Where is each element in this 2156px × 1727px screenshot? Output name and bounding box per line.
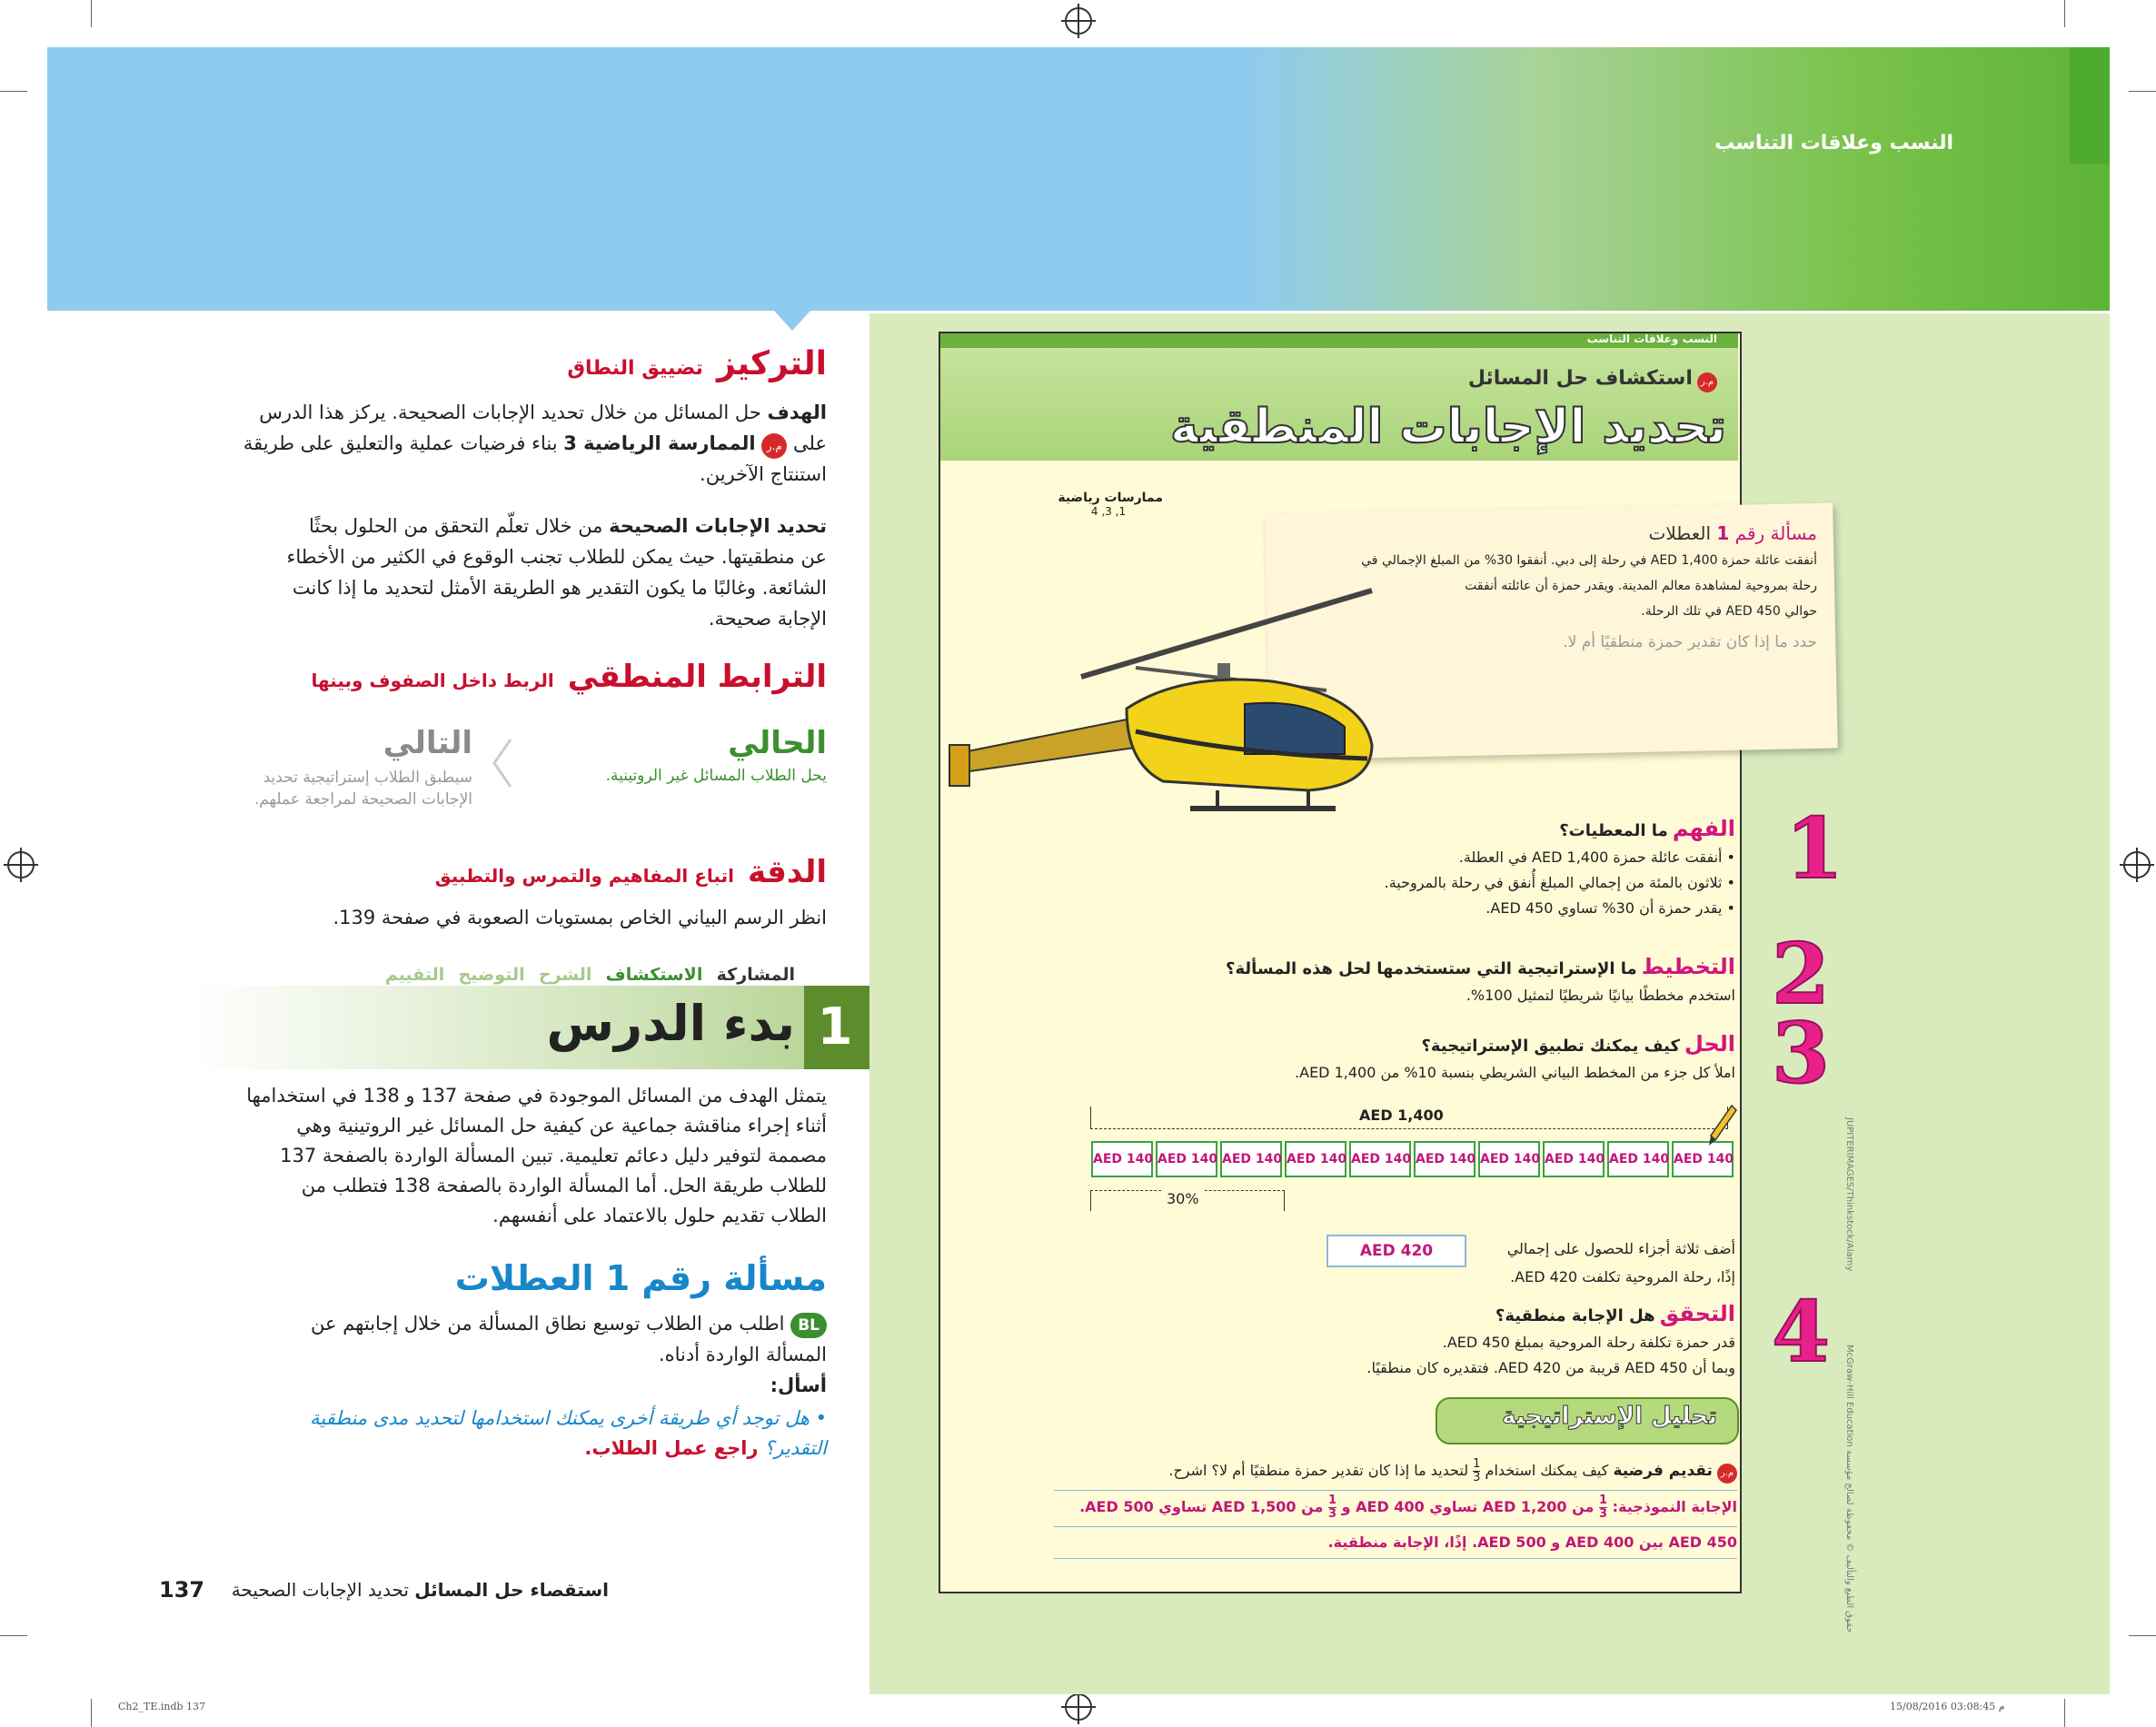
answer-text: راجع عمل الطلاب. (584, 1437, 759, 1459)
registration-mark-icon (1065, 7, 1092, 35)
registration-mark-icon (2123, 851, 2151, 878)
bar-cell: AED 140 (1543, 1141, 1605, 1177)
kicker-text: استكشاف حل المسائل (1467, 367, 1693, 390)
problem-question: حدد ما إذا كان تقدير حمزة منطقيًا أم لا. (1563, 633, 1817, 651)
strategy-paragraph (109, 511, 827, 634)
strategy-text: عن منطقيتها. حيث يمكن للطلاب تجنب الوقوع في الكثير من الأخطاء (286, 546, 827, 568)
objective-paragraph (109, 397, 827, 490)
practices-label: ممارسات رياضية (1058, 491, 1163, 505)
bar-cell: AED 140 (1672, 1141, 1734, 1177)
bar-total-label: AED 1,400 (1354, 1107, 1449, 1124)
copyright-credit (1840, 1345, 1858, 1633)
problem-title-topic: العطلات (1648, 522, 1711, 544)
step-number-4: 4 (1772, 1283, 1831, 1381)
crop-mark (0, 1635, 27, 1636)
coherence-subtitle: الربط داخل الصفوف وبينها (311, 670, 554, 691)
step-plan (1090, 954, 1735, 1008)
fraction-denominator: 3 (1473, 1471, 1481, 1484)
math-practice-badge-icon: م.ر (1697, 372, 1717, 392)
objective-text: حل المسائل من خلال تحديد الإجابات الصحيحة. يركز هذا الدرس (259, 402, 761, 423)
launch-number: 1 (804, 986, 866, 1069)
student-kicker (1454, 367, 1717, 392)
problem-section-title: مسألة رقم 1 العطلات (454, 1258, 827, 1298)
bar-cell: AED 140 (1607, 1141, 1669, 1177)
problem-section-text (109, 1308, 827, 1401)
strategy-text: الإجابة صحيحة. (708, 608, 827, 630)
footer-section: استقصاء حل المسائل (414, 1579, 609, 1601)
launch-text: مصممة لتوفير دليل دعائم تعليمية. تبين المسألة الواردة بالصفحة 137 (280, 1145, 827, 1166)
step-question: كيف يمكنك تطبيق الإستراتيجية؟ (1421, 1037, 1680, 1056)
crop-mark (0, 91, 27, 92)
launch-text: للطلاب طريقة الحل. أما المسألة الواردة بالصفحة 138 فتطلب من (301, 1175, 827, 1196)
phase-elaborate: التوضيح (458, 965, 525, 985)
student-title: تحديد الإجابات المنطقية (1170, 400, 1726, 454)
objective-text: استنتاج الآخرين. (700, 463, 827, 485)
strategy-text: الشائعة. وغالبًا ما يكون التقدير هو الطريقة الأمثل لتحديد ما إذا كانت (292, 577, 827, 599)
step-number-1: 1 (1785, 799, 1844, 898)
problem-section-line: اطلب من الطلاب توسيع نطاق المسألة من خلال إجابتهم عن (311, 1313, 785, 1335)
fraction-numerator: 1 (1473, 1457, 1481, 1471)
bar-cell: AED 140 (1414, 1141, 1475, 1177)
rigor-text: انظر الرسم البياني الخاص بمستويات الصعوبة في صفحة 139. (333, 907, 827, 928)
problem-title-number: 1 (1716, 522, 1730, 544)
header-accent (2070, 47, 2110, 164)
objective-label: الهدف (767, 402, 827, 423)
crop-mark (2129, 1635, 2156, 1636)
ask-label: أسأل: (770, 1375, 827, 1396)
phase-explain: الشرح (538, 965, 592, 985)
chapter-title: النسب وعلاقات التناسب (1714, 132, 1953, 154)
header-band (47, 47, 2110, 311)
step-understand: الفهم ما المعطيات؟ • أنفقت عائلة حمزة AED 1,400 في العطلة. • ثلاثون بالمئة من إجمالي المبلغ أُنفق في رحلة بالمروحية. • يقدر حمزة أن 30% تساوي AED 450. (1384, 816, 1735, 917)
math-practice-badge-icon: م.ر (761, 433, 787, 459)
step-solve (1090, 1031, 1735, 1086)
add-value-box: AED 420 (1326, 1235, 1466, 1267)
launch-text: أثناء إجراء مناقشة جماعية عن كيفية حل المسائل غير الروتينية وهي (296, 1115, 827, 1136)
coherence-heading (109, 659, 827, 695)
rigor-title: الدقة (748, 854, 827, 890)
answer-rule (1054, 1526, 1737, 1527)
page-number: 137 (159, 1577, 205, 1603)
next-text: الإجابات الصحيحة لمراجعة عملهم. (253, 790, 472, 809)
fraction-numerator: 1 (1599, 1494, 1608, 1507)
registration-mark-icon (7, 851, 35, 878)
problem-text: حوالي AED 450 في تلك الرحلة. (1641, 604, 1817, 619)
practices-numbers: 1, 3, 4 (1090, 505, 1127, 518)
problem-section-line: المسألة الواردة أدناه. (658, 1344, 827, 1365)
answer-rule (1054, 1558, 1737, 1559)
next-label: التالي (383, 725, 472, 761)
answer-rule (1054, 1490, 1737, 1491)
bar-cell: AED 140 (1478, 1141, 1540, 1177)
fraction-denominator: 3 (1328, 1507, 1337, 1521)
coherence-next (182, 725, 472, 810)
registration-mark-icon (1065, 1693, 1092, 1721)
step-question: ما المعطيات؟ (1559, 821, 1668, 840)
bar-cell: AED 140 (1091, 1141, 1153, 1177)
hypothesis-text: لتحديد ما إذا كان تقدير حمزة منطقيًا أم لا؟ اشرح. (1168, 1462, 1469, 1479)
footer-topic: تحديد الإجابات الصحيحة (231, 1579, 409, 1601)
launch-text: يتمثل الهدف من المسائل الموجودة في صفحة 137 و 138 في استخدامها (246, 1085, 827, 1107)
check-text: قدر حمزة تكلفة رحلة المروحية بمبلغ AED 450. (1442, 1334, 1735, 1351)
math-practice-badge-icon: م.ر (1717, 1464, 1737, 1484)
crop-mark (2064, 1699, 2065, 1727)
next-text: سيطبق الطلاب إستراتيجية تحديد (263, 769, 472, 787)
strategy-label: تحديد الإجابات الصحيحة (609, 515, 827, 537)
problem-text: رحلة بمروحية لمشاهدة معالم المدينة. ويقدر حمزة أن عائلته أنفقت (1465, 579, 1817, 593)
math-practices (1054, 491, 1163, 518)
focus-title: التركيز (717, 345, 827, 382)
crop-mark (2064, 0, 2065, 27)
rigor-heading (109, 854, 827, 890)
analysis-title: تحليل الإستراتيجية (1501, 1403, 1717, 1430)
photo-credit (1840, 1117, 1858, 1326)
bar-cell: AED 140 (1349, 1141, 1411, 1177)
crop-mark (91, 1699, 92, 1727)
launch-text: الطلاب تقديم حلول بالاعتماد على أنفسهم. (492, 1205, 827, 1226)
problem-title-label: مسألة رقم (1734, 522, 1817, 544)
file-slug: Ch2_TE.indb 137 (118, 1701, 206, 1712)
chevron-left-icon (489, 736, 516, 790)
header-notch (774, 311, 810, 331)
model-answer-text: من AED 1,500 تساوي AED 500. (1079, 1498, 1324, 1515)
pencil-icon (1708, 1104, 1737, 1147)
step-head: التخطيط (1641, 954, 1735, 979)
bar-diagram (1088, 1141, 1734, 1177)
credit-text: McGraw-Hill Education حقوق الطبع والتأليف © محفوظة لصالح مؤسسة (1844, 1345, 1854, 1633)
coherence-now (509, 725, 827, 785)
model-answer-text: من AED 1,200 تساوي AED 400 و (1341, 1498, 1595, 1515)
objective-mp: الممارسة الرياضية 3 (563, 432, 756, 454)
timestamp: 15/08/2016 03:08:45 م (1890, 1701, 2005, 1712)
step-number-2: 2 (1772, 925, 1831, 1023)
bar-cell: AED 140 (1285, 1141, 1346, 1177)
coherence-title: الترابط المنطقي (567, 659, 827, 695)
focus-heading (109, 345, 827, 382)
phase-engage: المشاركة (716, 965, 795, 985)
phase-bar (363, 965, 795, 985)
ask-question: • هل توجد أي طريقة أخرى يمكنك استخدامها لتحديد مدى منطقية التقدير؟ راجع عمل الطلاب. (310, 1407, 827, 1459)
model-answer-label: الإجابة النموذجية: (1612, 1498, 1737, 1515)
solve-text: املأ كل جزء من المخطط البياني الشريطي بنسبة 10% من AED 1,400. (1295, 1064, 1735, 1081)
step-check (1090, 1301, 1735, 1381)
step-number-3: 3 (1772, 1004, 1831, 1102)
given-item: يقدر حمزة أن 30% تساوي AED 450. (1485, 899, 1723, 917)
check-text: وبما أن AED 450 قريبة من AED 420. فتقديره كان منطقيًا. (1366, 1359, 1735, 1376)
given-item: ثلاثون بالمئة من إجمالي المبلغ أُنفق في رحلة بالمروحية. (1384, 874, 1723, 891)
fraction-denominator: 3 (1599, 1507, 1608, 1521)
crop-mark (91, 0, 92, 27)
step-head: الفهم (1672, 816, 1735, 841)
step-question: ما الإستراتيجية التي ستستخدمها لحل هذه المسألة؟ (1226, 959, 1637, 978)
crop-mark (2129, 91, 2156, 92)
hypothesis-prompt (1054, 1458, 1737, 1484)
step-question: هل الإجابة منطقية؟ (1495, 1306, 1655, 1325)
model-answer-1 (1054, 1494, 1737, 1521)
question-text: هل توجد أي طريقة أخرى يمكنك استخدامها لتحديد مدى منطقية (310, 1407, 810, 1429)
add-conclusion: إذًا، رحلة المروحية تكلفت AED 420. (1510, 1268, 1735, 1285)
step-head: التحقق (1659, 1301, 1735, 1326)
strategy-text: من خلال تعلّم التحقق من الحلول بحثًا (308, 515, 603, 537)
model-answer-2: AED 450 بين AED 400 و AED 500. إذًا، الإجابة منطقية. (1327, 1533, 1737, 1551)
hypothesis-text: كيف يمكنك استخدام (1485, 1462, 1609, 1479)
phase-evaluate: التقييم (384, 965, 445, 985)
bl-badge-icon: BL (790, 1313, 827, 1338)
question-text: التقدير؟ (764, 1437, 827, 1459)
problem-text: أنفقت عائلة حمزة AED 1,400 في رحلة إلى دبي. أنفقوا 30% من المبلغ الإجمالي في (1361, 553, 1817, 568)
objective-text: على (793, 432, 827, 454)
page-footer (136, 1579, 609, 1601)
plan-text: استخدم مخططًا بيانيًا شريطيًا لتمثيل 100%. (1465, 987, 1735, 1004)
helicopter-image (945, 581, 1381, 836)
student-chapter-strip: النسب وعلاقات التناسب (1586, 332, 1717, 345)
launch-paragraph (109, 1081, 827, 1231)
focus-subtitle: تضييق النطاق (567, 357, 703, 380)
rigor-subtitle: اتباع المفاهيم والتمرس والتطبيق (434, 865, 734, 887)
now-label: الحالي (728, 725, 827, 761)
given-item: أنفقت عائلة حمزة AED 1,400 في العطلة. (1458, 849, 1723, 866)
step-head: الحل (1684, 1031, 1735, 1057)
phase-explore: الاستكشاف (605, 965, 703, 985)
launch-title: بدء الدرس (546, 995, 795, 1052)
now-text: يحل الطلاب المسائل غير الروتينية. (605, 767, 827, 785)
fraction-numerator: 1 (1328, 1494, 1337, 1507)
bar-percent-label: 30% (1161, 1190, 1205, 1207)
credit-text: JUPITERIMAGES/Thinkstock/Alamy (1844, 1117, 1854, 1272)
add-text: أضف ثلاثة أجزاء للحصول على إجمالي (1506, 1240, 1735, 1257)
objective-text: بناء فرضيات عملية والتعليق على طريقة (243, 432, 558, 454)
hypothesis-label: تقديم فرضية (1613, 1462, 1713, 1480)
bar-cell: AED 140 (1220, 1141, 1282, 1177)
bar-cell: AED 140 (1156, 1141, 1217, 1177)
